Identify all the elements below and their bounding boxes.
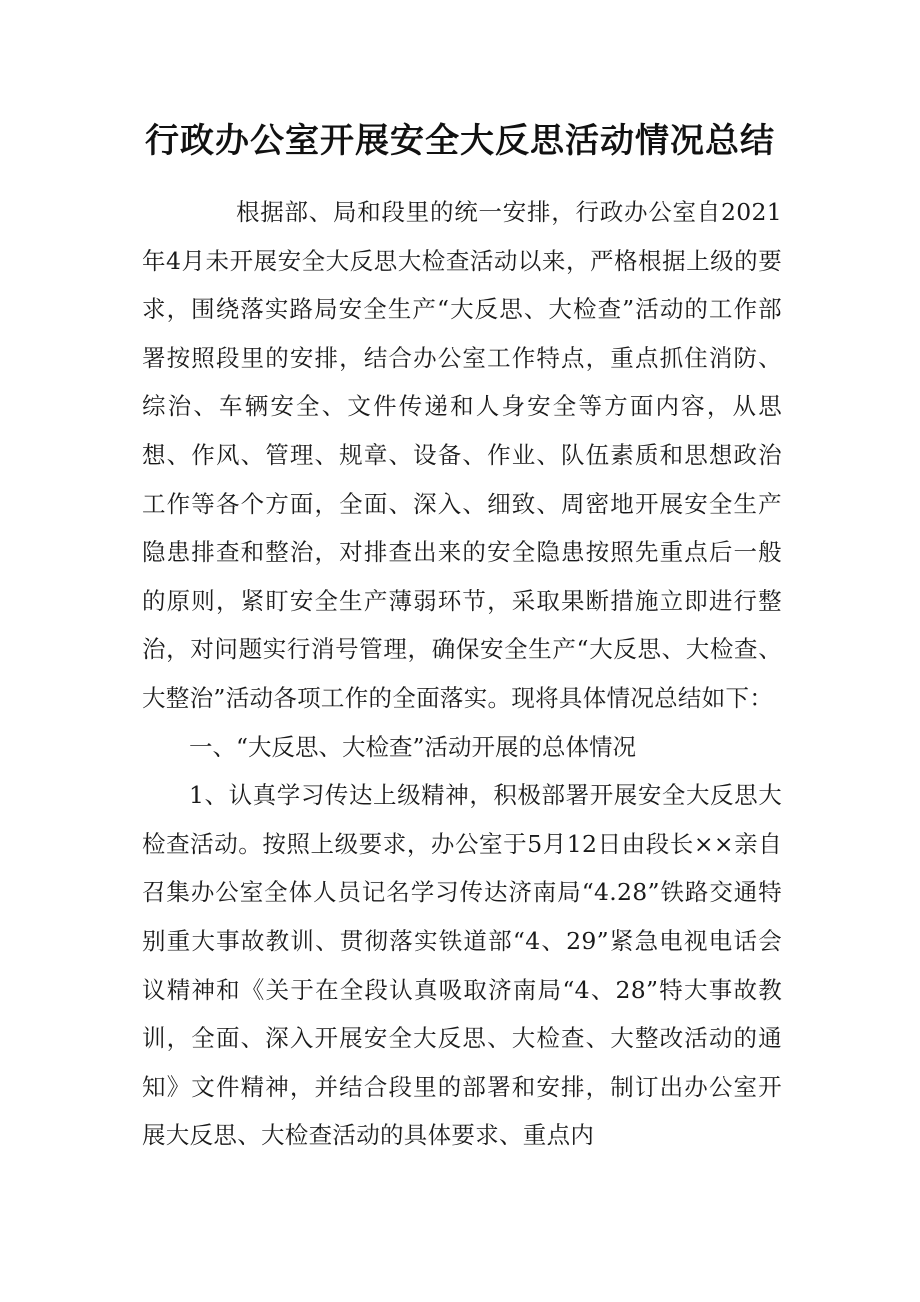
document-body (142, 188, 782, 1160)
body-paragraph: 1、认真学习传达上级精神，积极部署开展安全大反思大检查活动。按照上级要求，办公室于5月12日由段长××亲自召集办公室全体人员记名学习传达济南局“4.28”铁路交通特别重大事故教训、贯彻落实铁道部“4、29”紧急电视电话会议精神和《关于在全段认真吸取济南局“4、28”特大事故教训，全面、深入开展安全大反思、大检查、大整改活动的通知》文件精神，并结合段里的部署和安排，制订出办公室开展大反思、大检查活动的具体要求、重点内 (142, 781, 782, 1150)
document-title: 行政办公室开展安全大反思活动情况总结 (145, 121, 775, 161)
section-heading: 一、“大反思、大检查”活动开展的总体情况 (189, 732, 637, 761)
intro-paragraph: 根据部、局和段里的统一安排，行政办公室自2021年4月未开展安全大反思大检查活动以来，严格根据上级的要求，围绕落实路局安全生产“大反思、大检查”活动的工作部署按照段里的安排，结合办公室工作特点，重点抓住消防、综治、车辆安全、文件传递和人身安全等方面内容，从思想、作风、管理、规章、设备、作业、队伍素质和思想政治工作等各个方面，全面、深入、细致、周密地开展安全生产隐患排查和整治，对排查出来的安全隐患按照先重点后一般的原则，紧盯安全生产薄弱环节，采取果断措施立即进行整治，对问题实行消号管理，确保安全生产“大反思、大检查、大整治”活动各项工作的全面落实。现将具体情况总结如下： (142, 198, 782, 712)
